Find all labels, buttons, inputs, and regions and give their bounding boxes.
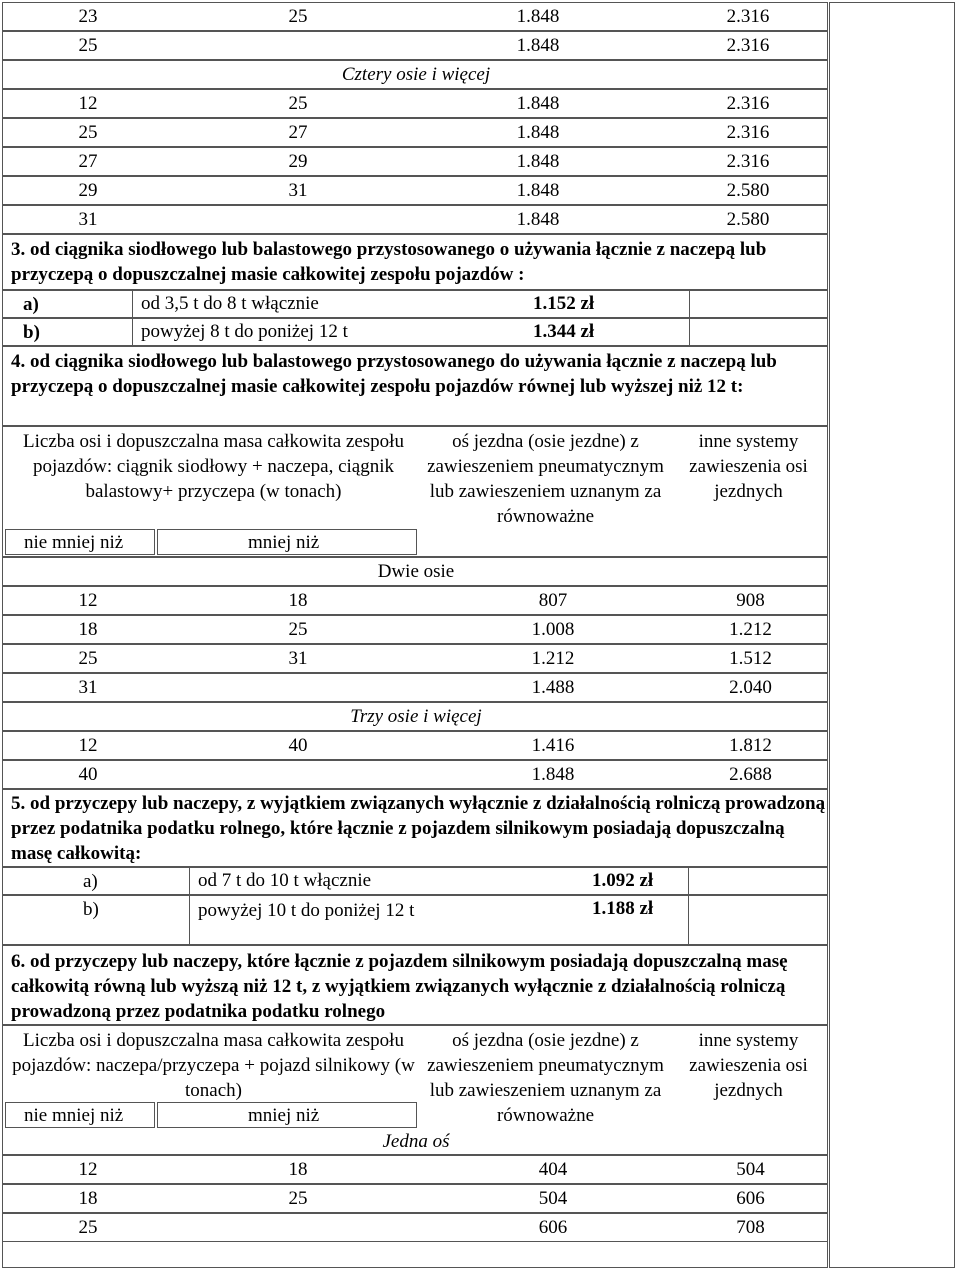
row-to: 25 — [288, 619, 308, 640]
section-4-heading — [2, 346, 828, 426]
row-value-a: 1.848 — [516, 93, 560, 114]
row-value-b: 2.580 — [726, 209, 770, 230]
row-value-b: 1.212 — [729, 619, 772, 640]
header-other: inne systemy zawieszenia osi jezdnych — [689, 1030, 808, 1101]
row-value-b: 1.512 — [729, 648, 772, 669]
row-to: 31 — [288, 180, 308, 201]
row-value-b: 2.040 — [729, 677, 772, 698]
list-item — [2, 867, 828, 895]
row-to: 18 — [288, 590, 308, 611]
item-letter: b) — [23, 322, 40, 343]
table-row — [2, 31, 828, 60]
item-label: od 7 t do 10 t włącznie — [198, 870, 372, 891]
header-to: mniej niż — [248, 1105, 320, 1126]
table-row — [2, 205, 828, 234]
table-row — [2, 147, 828, 176]
row-to: 25 — [288, 1188, 308, 1209]
row-from: 23 — [78, 6, 98, 27]
row-value-a: 606 — [538, 1217, 568, 1238]
table-header — [2, 426, 828, 557]
item-amount: 1.188 zł — [592, 898, 654, 919]
item-letter: b) — [83, 899, 99, 920]
table-row — [2, 89, 828, 118]
row-value-a: 1.848 — [516, 180, 560, 201]
row-from: 27 — [78, 151, 98, 172]
table-row — [2, 176, 828, 205]
row-to: 25 — [288, 6, 308, 27]
section-4-text: 4. od ciągnika siodłowego lub balastowego przystosowanego do używania łącznie z naczepą lub przyczepą o dopuszczalnej masie całkowitej zespołu pojazdów równej lub wyższej niż 12 t: — [11, 351, 777, 397]
row-value-a: 1.848 — [516, 122, 560, 143]
row-value-b: 2.316 — [726, 35, 770, 56]
row-value-b: 2.316 — [726, 6, 770, 27]
row-from: 31 — [78, 209, 98, 230]
header-main: Liczba osi i dopuszczalna masa całkowita zespołu pojazdów: ciągnik siodłowy + naczepa, ciągnik balastowy+ przyczepa (w tonach) — [23, 431, 404, 502]
row-value-a: 1.212 — [531, 648, 575, 669]
row-from: 12 — [78, 590, 98, 611]
item-label: powyżej 8 t do poniżej 12 t — [141, 321, 348, 342]
row-value-b: 2.316 — [726, 93, 770, 114]
row-value-a: 404 — [538, 1159, 568, 1180]
row-to: 25 — [288, 93, 308, 114]
subheading-row — [2, 557, 828, 586]
header-from: nie mniej niż — [24, 532, 124, 553]
row-from: 25 — [78, 35, 98, 56]
row-from: 12 — [78, 1159, 98, 1180]
table-row — [2, 615, 828, 644]
section-6-heading — [2, 945, 828, 1025]
row-from: 12 — [78, 735, 98, 756]
row-value-a: 1.008 — [531, 619, 575, 640]
row-from: 25 — [78, 1217, 98, 1238]
row-value-a: 504 — [538, 1188, 568, 1209]
row-value-b: 2.316 — [726, 122, 770, 143]
subheading: Cztery osie i więcej — [341, 64, 491, 85]
table-row — [2, 644, 828, 673]
row-from: 29 — [78, 180, 98, 201]
table-row — [2, 586, 828, 615]
item-amount: 1.344 zł — [533, 321, 595, 342]
row-from: 12 — [78, 93, 98, 114]
row-value-b: 606 — [736, 1188, 765, 1209]
row-to: 29 — [288, 151, 308, 172]
section-6-text: 6. od przyczepy lub naczepy, które łącznie z pojazdem silnikowym posiadają dopuszczalną masę całkowitą równą lub wyższą niż 12 t, z wyjątkiem związanych wyłącznie z działalnością rolniczą prowadzoną przez podatnika podatku rolnego — [11, 951, 788, 1022]
header-to-cell — [157, 1102, 417, 1128]
row-value-b: 908 — [736, 590, 765, 611]
item-label: powyżej 10 t do poniżej 12 t — [198, 900, 415, 921]
row-to: 31 — [288, 648, 308, 669]
subheading-row — [2, 60, 828, 89]
item-amount: 1.152 zł — [533, 293, 595, 314]
item-label-cell — [132, 290, 690, 318]
header-other: inne systemy zawieszenia osi jezdnych — [689, 431, 808, 502]
list-item — [2, 318, 828, 346]
table-header — [2, 1025, 828, 1155]
table-row — [2, 118, 828, 147]
row-value-b: 1.812 — [729, 735, 772, 756]
item-label-cell — [189, 867, 689, 895]
section-3-heading — [2, 234, 828, 290]
table-row — [2, 1184, 828, 1213]
section-5-text: 5. od przyczepy lub naczepy, z wyjątkiem związanych wyłącznie z działalnością rolniczą prowadzoną przez podatnika podatku rolnego, które łącznie z pojazdem silnikowym posiadają dopuszczalną masę całkowitą: — [11, 793, 826, 864]
row-value-a: 1.848 — [531, 764, 575, 785]
row-value-b: 504 — [736, 1159, 765, 1180]
row-value-a: 807 — [538, 590, 568, 611]
row-from: 18 — [78, 1188, 98, 1209]
item-letter: a) — [83, 871, 98, 892]
row-value-a: 1.848 — [516, 209, 560, 230]
header-pneumatic: oś jezdna (osie jezdne) z zawieszeniem pneumatycznym lub zawieszeniem uznanym za równoważne — [427, 1030, 664, 1126]
header-from-cell — [5, 529, 155, 555]
row-value-b: 2.580 — [726, 180, 770, 201]
header-from-cell — [5, 1102, 155, 1128]
header-to: mniej niż — [248, 532, 320, 553]
section-3-text: 3. od ciągnika siodłowego lub balastowego przystosowanego o używania łącznie z naczepą lub przyczepą o dopuszczalnej masie całkowitej zespołu pojazdów : — [11, 239, 767, 285]
section-5-heading — [2, 789, 828, 867]
row-value-a: 1.848 — [516, 151, 560, 172]
item-label: od 3,5 t do 8 t włącznie — [141, 293, 319, 314]
row-to: 18 — [288, 1159, 308, 1180]
table-row — [2, 1213, 828, 1242]
table-row — [2, 731, 828, 760]
row-value-b: 2.316 — [726, 151, 770, 172]
table-row — [2, 2, 828, 31]
subheading: Trzy osie i więcej — [350, 706, 482, 727]
row-to: 27 — [288, 122, 308, 143]
row-value-b: 2.688 — [729, 764, 772, 785]
row-from: 25 — [78, 122, 98, 143]
row-value-a: 1.848 — [516, 35, 560, 56]
row-from: 18 — [78, 619, 98, 640]
row-value-a: 1.416 — [531, 735, 575, 756]
header-pneumatic: oś jezdna (osie jezdne) z zawieszeniem pneumatycznym lub zawieszeniem uznanym za równoważne — [427, 431, 664, 527]
row-from: 40 — [78, 764, 98, 785]
right-margin-cell — [829, 2, 955, 1268]
header-to-cell — [157, 529, 417, 555]
list-item — [2, 290, 828, 318]
row-to: 40 — [288, 735, 308, 756]
header-main: Liczba osi i dopuszczalna masa całkowita zespołu pojazdów: naczepa/przyczepa + pojazd silnikowy (w tonach) — [12, 1030, 415, 1101]
row-value-a: 1.848 — [516, 6, 560, 27]
table-row — [2, 1155, 828, 1184]
row-value-a: 1.488 — [531, 677, 575, 698]
item-amount: 1.092 zł — [592, 870, 654, 891]
list-item — [2, 895, 828, 945]
row-value-b: 708 — [736, 1217, 765, 1238]
row-from: 31 — [78, 677, 98, 698]
table-row — [2, 673, 828, 702]
subheading: Jedna oś — [382, 1131, 450, 1152]
subheading: Dwie osie — [377, 561, 455, 582]
subheading-row — [2, 702, 828, 731]
item-letter: a) — [23, 294, 39, 315]
table-row — [2, 760, 828, 789]
row-from: 25 — [78, 648, 98, 669]
header-from: nie mniej niż — [24, 1105, 124, 1126]
item-label-cell — [189, 895, 689, 945]
item-label-cell — [132, 318, 690, 346]
